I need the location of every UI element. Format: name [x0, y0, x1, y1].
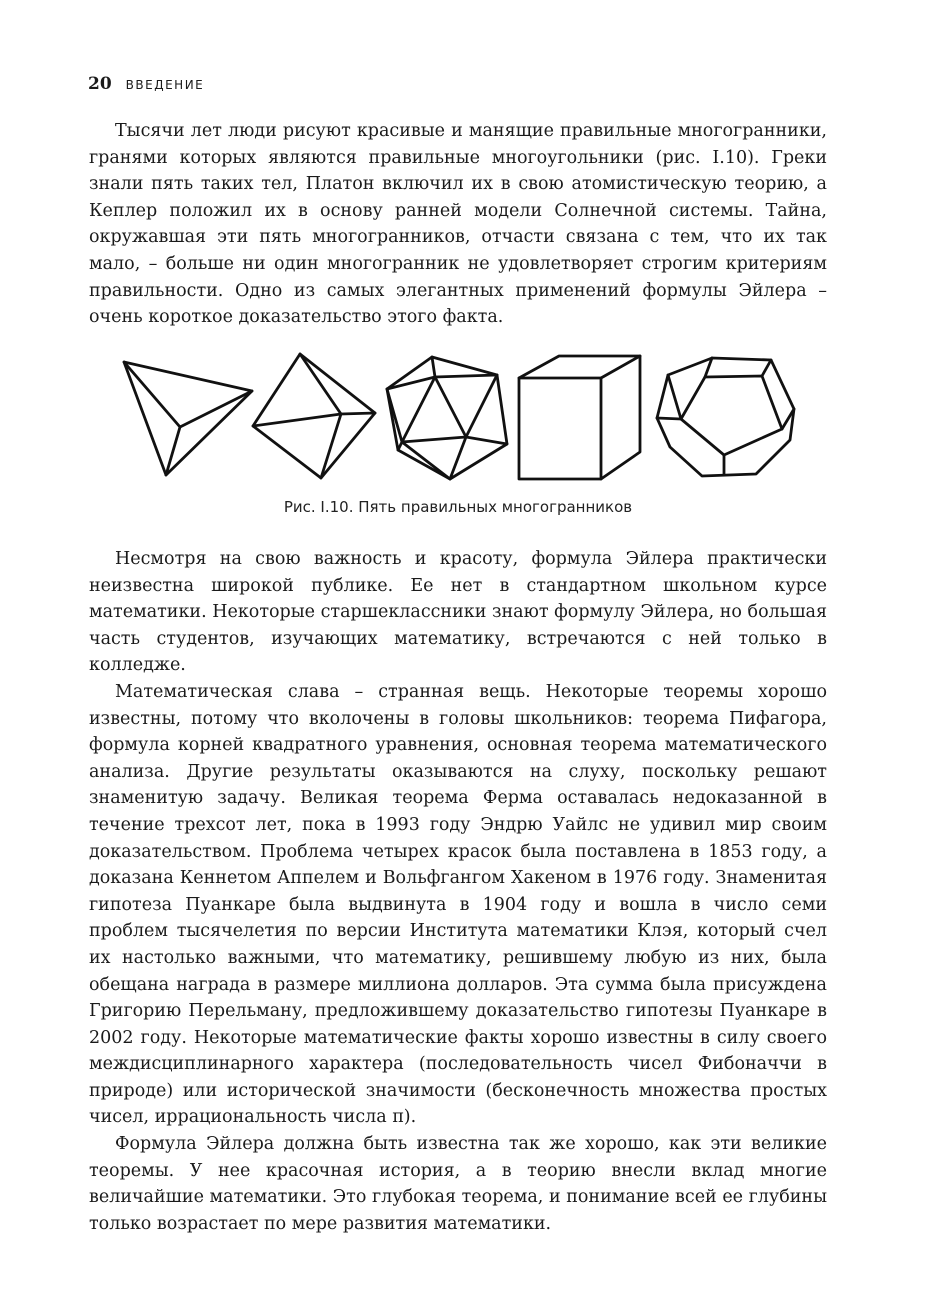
page-number: 20: [88, 74, 112, 94]
figure-platonic-solids: [89, 350, 827, 530]
figure-caption: Рис. I.10. Пять правильных многогранников: [283, 498, 633, 516]
section-title: ВВЕДЕНИЕ: [125, 78, 205, 92]
paragraph-formula-unknown: Несмотря на свою важность и красоту, формула Эйлера практически неизвестна широкой публике. Ее нет в стандартном школьном курсе математики. Некоторые старшеклассники знают формулу Эйлера, но большая часть студентов, изучающих математику, встречаются с ней только в колледже.: [89, 549, 827, 676]
octahedron-drawing: [253, 354, 375, 478]
body-text: [89, 546, 827, 1237]
cube-drawing: [519, 356, 640, 479]
dodecahedron-drawing: [657, 358, 794, 476]
paragraph-math-fame: Математическая слава – странная вещь. Некоторые теоремы хорошо известны, потому что вколочены в головы школьников: теорема Пифагора, формула корней квадратного уравнения, основная теорема математического анализа. Другие результаты оказываются на слуху, поскольку решают знаменитую задачу. Великая теорема Ферма оставалась недоказанной в течение трехсот лет, пока в 1993 году Эндрю Уайлс не удивил мир своим доказательством. Проблема четырех красок была поставлена в 1853 году, а доказана Кеннетом Аппелем и Вольфгангом Хакеном в 1976 году. Знаменитая гипотеза Пуанкаре была выдвинута в 1904 году и вошла в число семи проблем тысячелетия по версии Института математики Клэя, который счел их настолько важными, что математику, решившему любую из них, была обещана награда в размере миллиона долларов. Эта сумма была присуждена Григорию Перельману, предложившему доказательство гипотезы Пуанкаре в 2002 году. Некоторые математические факты хорошо известны в силу своего междисциплинарного характера (последовательность чисел Фибоначчи в природе) или исторической значимости (бесконечность множества простых чисел, иррациональность числа π).: [89, 681, 827, 1128]
intro-block: [89, 118, 827, 331]
running-head: [88, 74, 204, 96]
intro-paragraph: Тысячи лет люди рисуют красивые и манящие правильные многогранники, гранями которых являются правильные многоугольники (рис. I.10). Греки знали пять таких тел, Платон включил их в свою атомистическую теорию, а Кеплер положил их в основу ранней модели Солнечной системы. Тайна, окружавшая эти пять многогранников, отчасти связана с тем, что их так мало, – больше ни один многогранник не удовлетворяет строгим критериям правильности. Одно из самых элегантных применений формулы Эйлера – очень короткое доказательство этого факта.: [89, 121, 827, 328]
icosahedron-drawing: [387, 357, 507, 479]
tetrahedron-drawing: [124, 362, 252, 475]
polyhedra-drawing: [89, 350, 827, 490]
paragraph-euler-formula: Формула Эйлера должна быть известна так же хорошо, как эти великие теоремы. У нее красочная история, а в теорию внесли вклад многие величайшие математики. Это глубокая теорема, и понимание всей ее глубины только возрастает по мере развития математики.: [89, 1134, 827, 1234]
